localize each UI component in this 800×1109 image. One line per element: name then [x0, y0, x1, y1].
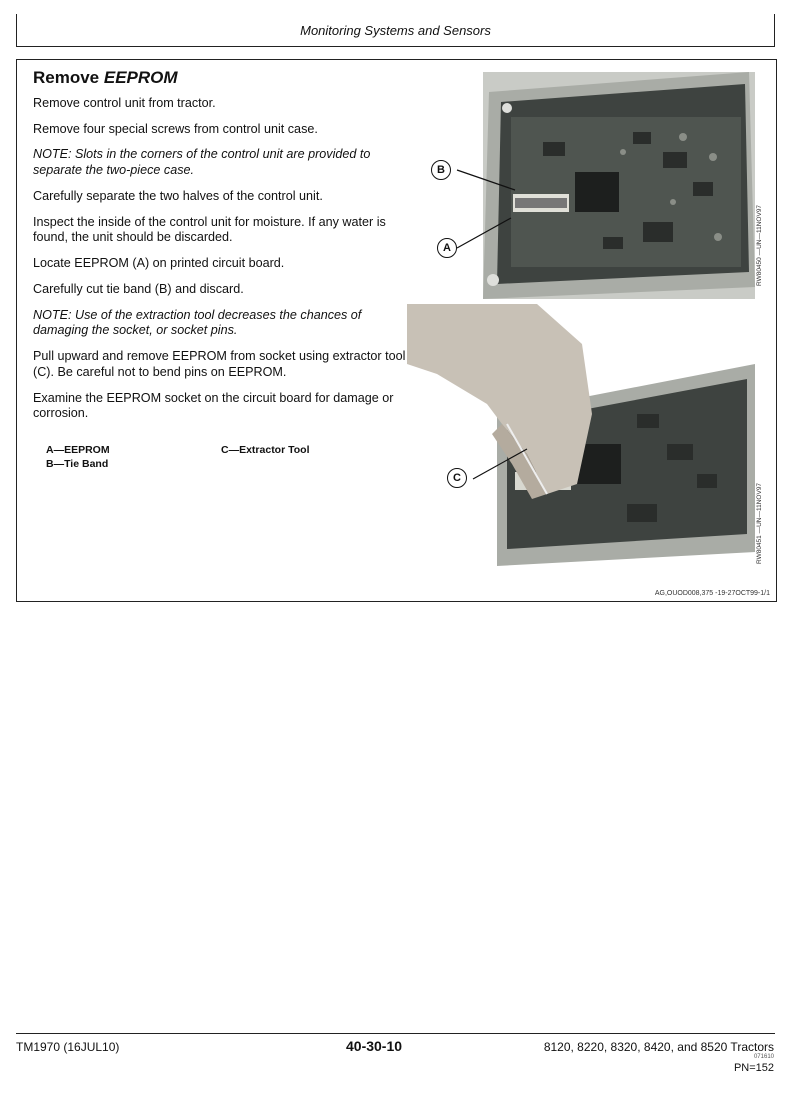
legend-b: B—Tie Band [46, 457, 109, 470]
callout-b: B [431, 160, 451, 180]
reference-code: AG,OUOD008,375 -19-27OCT99-1/1 [654, 590, 770, 597]
note-text: NOTE: Use of the extraction tool decreases the chances of damaging the socket, or socket pins. [33, 307, 362, 338]
legend-c: C—Extractor Tool [221, 444, 310, 456]
steps-list [33, 96, 413, 422]
header-section-title: Monitoring Systems and Sensors [300, 22, 491, 38]
footer-manual: TM1970 (16JUL10) [16, 1040, 120, 1054]
figure1-label: RW80450 —UN—11NOV97 [756, 204, 763, 286]
figure2-label: RW80451 —UN—11NOV97 [756, 482, 763, 564]
footer-tiny-code: 071610 [753, 1054, 774, 1060]
step-text: Pull upward and remove EEPROM from socket using extractor tool (C). Be careful not to bend pins on EEPROM. [33, 349, 406, 379]
procedure-box [16, 59, 777, 602]
step-text: Examine the EEPROM socket on the circuit board for damage or corrosion. [33, 390, 394, 421]
step-text: Inspect the inside of the control unit for moisture. If any water is found, the unit should be discarded. [33, 214, 386, 245]
step-text: Remove four special screws from control unit case. [33, 121, 318, 136]
step-text: Locate EEPROM (A) on printed circuit board. [33, 256, 285, 271]
legend-a: A—EEPROM [46, 444, 110, 456]
callout-a: A [437, 238, 457, 258]
note-text: NOTE: Slots in the corners of the control unit are provided to separate the two-piece case. [33, 147, 371, 178]
step-text: Carefully cut tie band (B) and discard. [33, 281, 244, 296]
footer-pn: PN=152 [733, 1062, 774, 1074]
legend [46, 444, 310, 471]
extractor-tool-photo [407, 304, 755, 566]
section-title: Remove EEPROM [33, 68, 178, 87]
footer-page-code: 40-30-10 [346, 1038, 403, 1054]
footer-rule [16, 1033, 775, 1034]
page-header [16, 14, 775, 47]
step-text: Carefully separate the two halves of the control unit. [33, 188, 323, 203]
step-text: Remove control unit from tractor. [33, 96, 216, 110]
callout-leader-2 [457, 443, 537, 493]
procedure-text [33, 68, 413, 432]
callout-c: C [447, 468, 467, 488]
footer-models: 8120, 8220, 8320, 8420, and 8520 Tractors [543, 1040, 774, 1054]
